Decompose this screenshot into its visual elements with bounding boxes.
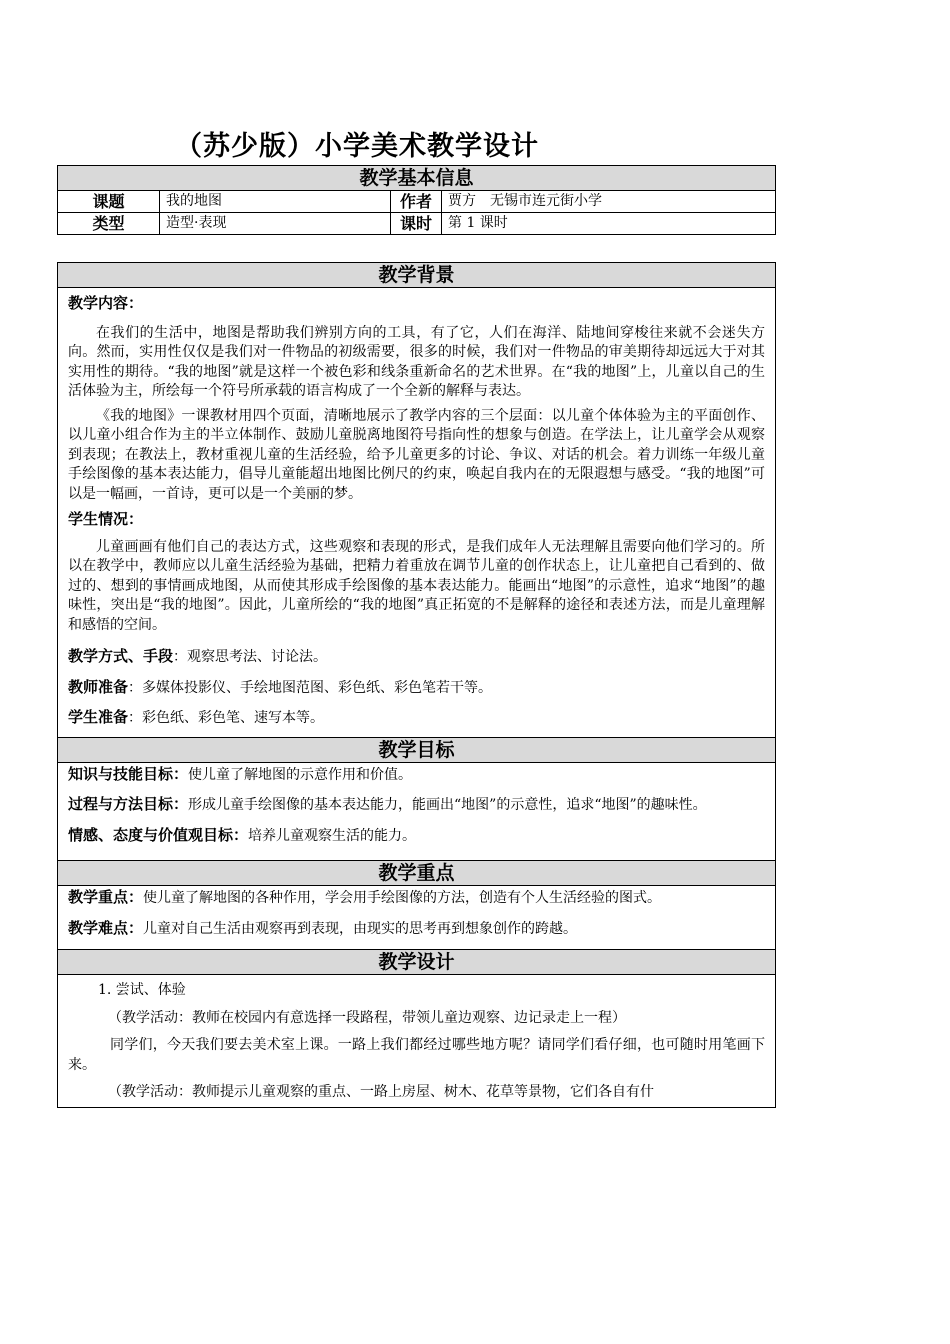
- step-1-title: 1. 尝试、体验: [98, 982, 186, 998]
- period-value: 第 1 课时: [442, 213, 776, 235]
- method-value: ：观察思考法、讨论法。: [173, 649, 328, 665]
- difficult-point: [68, 919, 765, 940]
- difficult-point-value: 儿童对自己生活由观察再到表现，由现实的思考再到想象创作的跨越。: [143, 920, 578, 937]
- basic-info-header: 教学基本信息: [58, 166, 776, 191]
- period-label: 课时: [391, 213, 442, 235]
- student-prep-line: [68, 708, 765, 729]
- design-section: [58, 975, 776, 1108]
- topic-value: 我的地图: [160, 191, 391, 213]
- goals-section: [58, 762, 776, 861]
- key-point-label: 教学重点：: [68, 888, 144, 906]
- knowledge-goal-value: 使儿童了解地图的示意作用和价值。: [188, 766, 413, 783]
- student-heading: 学生情况：: [68, 510, 144, 528]
- teacher-speech-1: 同学们，今天我们要去美术室上课。一路上我们都经过哪些地方呢？请同学们看仔细，也可随时用笔画下来。: [68, 1037, 765, 1073]
- method-label: 教学方式、手段: [68, 647, 174, 665]
- goals-header: 教学目标: [58, 737, 776, 762]
- author-value: 贾方 无锡市连元街小学: [442, 191, 776, 213]
- key-point-value: 使儿童了解地图的各种作用，学会用手绘图像的方法，创造有个人生活经验的图式。: [143, 890, 662, 906]
- student-prep-label: 学生准备: [68, 708, 129, 726]
- content-heading: 教学内容：: [68, 294, 144, 312]
- method-line: [68, 647, 765, 668]
- process-goal-value: 形成儿童手绘图像的基本表达能力，能画出“地图”的示意性，追求“地图”的趣味性。: [188, 797, 707, 813]
- activity-2: （教学活动：教师提示儿童观察的重点、一路上房屋、树木、花草等景物，它们各自有什: [108, 1084, 654, 1100]
- document-title: （苏少版）小学美术教学设计: [175, 131, 539, 162]
- emotion-goal-label: 情感、态度与价值观目标：: [68, 825, 249, 844]
- knowledge-goal-label: 知识与技能目标：: [68, 764, 189, 783]
- emotion-goal-value: 培养儿童观察生活的能力。: [248, 827, 417, 844]
- content-paragraph-1: 在我们的生活中，地图是帮助我们辨别方向的工具，有了它，人们在海洋、陆地间穿梭往来就不会迷失方向。然而，实用性仅仅是我们对一件物品的初级需要，很多的时候，我们对一件物品的审美期待却远远大于对其实用性的期待。“我的地图”就是这样一个被色彩和线条重新命名的艺术世界。在“我的地图”上，儿童以自己的生活体验为主，所绘每一个符号所承载的语言构成了一个全新的解释与表达。: [68, 324, 765, 399]
- teacher-prep-label: 教师准备: [68, 677, 129, 696]
- focus-header: 教学重点: [58, 861, 776, 886]
- process-goal-label: 过程与方法目标：: [68, 795, 189, 813]
- student-prep-value: ：彩色纸、彩色笔、速写本等。: [128, 710, 325, 726]
- key-point: [68, 888, 765, 909]
- author-label: 作者: [391, 191, 442, 213]
- lesson-main-table: [57, 262, 776, 1108]
- focus-section: [58, 886, 776, 950]
- student-paragraph: 儿童画画有他们自己的表达方式，这些观察和表现的形式，是我们成年人无法理解且需要向他们学习的。所以在教学中，教师应以儿童生活经验为基础，把精力着重放在调节儿童的创作状态上，让儿童把自己看到的、做过的、想到的事情画成地图，从而使其形成手绘图像的基本表达能力。能画出“地图”的示意性，追求“地图”的趣味性，突出是“我的地图”。因此，儿童所绘的“我的地图”真正拓宽的不是解释的途径和表述方法，而是儿童理解和感悟的空间。: [68, 538, 765, 633]
- teacher-prep-line: [68, 678, 765, 699]
- knowledge-goal: [68, 765, 765, 786]
- teacher-prep-value: ：多媒体投影仪、手绘地图范图、彩色纸、彩色笔若干等。: [128, 679, 493, 696]
- background-section: [58, 288, 776, 738]
- difficult-point-label: 教学难点：: [68, 918, 144, 937]
- background-header: 教学背景: [58, 263, 776, 288]
- topic-label: 课题: [58, 191, 160, 213]
- type-label: 类型: [58, 213, 160, 235]
- content-paragraph-2: 《我的地图》一课教材用四个页面，清晰地展示了教学内容的三个层面：以儿童个体体验为主的平面创作、以儿童小组合作为主的半立体制作、鼓励儿童脱离地图符号指向性的想象与创造。在学法上，让儿童学会从观察到表现；在教法上，教材重视儿童的生活经验，给予儿童更多的讨论、争议、对话的机会。着力训练一年级儿童手绘图像的基本表达能力，倡导儿童能超出地图比例尺的约束，唤起自我内在的无限遐想与感受。“我的地图”可以是一幅画，一首诗，更可以是一个美丽的梦。: [68, 407, 765, 502]
- emotion-goal: [68, 826, 765, 847]
- basic-info-table: [57, 165, 776, 235]
- activity-1: （教学活动：教师在校园内有意选择一段路程，带领儿童边观察、边记录走上一程）: [108, 1009, 626, 1026]
- design-header: 教学设计: [58, 950, 776, 975]
- process-goal: [68, 795, 765, 816]
- type-value: 造型·表现: [160, 213, 391, 235]
